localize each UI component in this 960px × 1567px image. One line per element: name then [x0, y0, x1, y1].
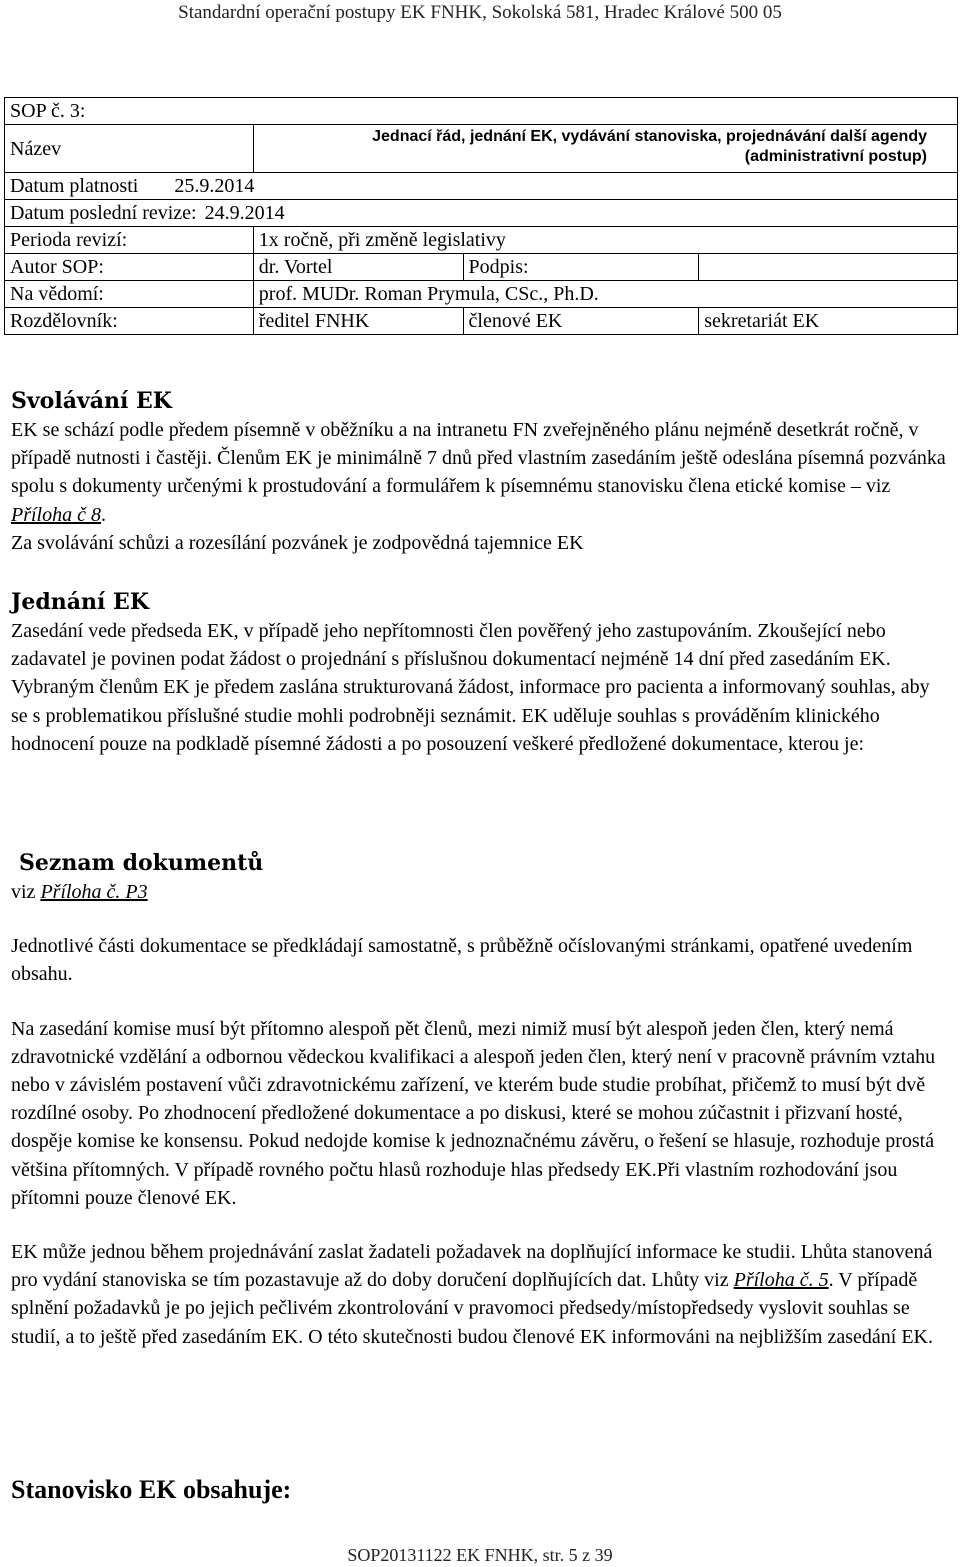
paragraph-seznam-3 [11, 1238, 951, 1351]
signature-value [699, 254, 958, 281]
sop-title-line2: (administrativní postup) [744, 148, 927, 165]
heading-svolavani: Svolávání EK [11, 388, 172, 414]
heading-stanovisko: Stanovisko EK obsahuje: [11, 1475, 292, 1504]
author-label: Autor SOP: [5, 254, 254, 281]
distribution-members: členové EK [463, 308, 699, 335]
valid-value: 25.9.2014 [174, 175, 255, 197]
paragraph-seznam-1: Jednotlivé části dokumentace se předkládají samostatně, s průběžně očíslovanými stránkami, opatřené uvedením obsahu. [11, 935, 913, 986]
section-jednani [11, 587, 951, 758]
distribution-secretariat: sekretariát EK [699, 308, 958, 335]
text-viz: viz [11, 881, 41, 903]
row-distribution [5, 308, 958, 335]
valid-cell [5, 173, 958, 200]
row-name [5, 125, 958, 173]
page-footer: SOP20131122 EK FNHK, str. 5 z 39 [347, 1545, 613, 1565]
paragraph-svolavani-1 [11, 416, 951, 529]
revision-label: Datum poslední revize: [10, 202, 197, 224]
text-svolavani-1: EK se schází podle předem písemně v oběžníku a na intranetu FN zveřejněného plánu nejméně desetkrát ročně, v případě nutnosti i častěji. Členům EK je minimálně 7 dnů před vlastním zasedáním ještě odeslána písemná pozvánka spolu s dokumenty určenými k prostudování a formulářem k písemnému stanovisku člena etické komise – viz [11, 419, 946, 498]
paragraph-seznam-viz [11, 878, 951, 906]
sop-title [253, 125, 957, 173]
link-priloha-5[interactable]: Příloha č. 5 [733, 1269, 829, 1292]
sop-number: SOP č. 3: [5, 98, 958, 125]
text-seznam-3-end: . V případě splnění požadavků je po jejich pečlivém zkontrolování v pravomoci předsedy/místopředsedy vyslovit souhlas se studií, a to ještě před zasedáním EK. O této skutečnosti budou členové EK informováni na nejbližším zasedání EK. [11, 1269, 933, 1348]
row-aware [5, 281, 958, 308]
running-header: Standardní operační postupy EK FNHK, Sokolská 581, Hradec Králové 500 05 [178, 2, 782, 23]
text-svolavani-1-end: . [101, 503, 106, 526]
aware-value: prof. MUDr. Roman Prymula, CSc., Ph.D. [253, 281, 957, 308]
revision-cell [5, 200, 958, 227]
revision-value: 24.9.2014 [204, 202, 285, 224]
name-label: Název [5, 125, 254, 173]
signature-label: Podpis: [463, 254, 699, 281]
row-period [5, 227, 958, 254]
paragraph-seznam-2: Na zasedání komise musí být přítomno alespoň pět členů, mezi nimiž musí být alespoň jeden člen, který nemá zdravotnické vzdělání a odbornou vědeckou kvalifikaci a alespoň jeden člen, který není v pracovně právním vztahu nebo v závislém postavení vůči zdravotnickému zařízení, ve kterém bude studie probíhat, přičemž to musí být dvě rozdílné osoby. Po zhodnocení předložené dokumentace a po diskusi, které se mohou zúčastnit i přizvaní hosté, dospěje komise ke konsensu. Pokud nedojde komise k jednoznačnému závěru, o řešení se hlasuje, rozhoduje prostá většina přítomných. V případě rovného počtu hlasů rozhoduje hlas předsedy EK.Při vlastním rozhodování jsou přítomni pouze členové EK. [11, 1017, 936, 1209]
section-stanovisko [11, 1476, 951, 1504]
section-svolavani [11, 386, 951, 557]
period-value: 1x ročně, při změně legislativy [253, 227, 957, 254]
distribution-label: Rozdělovník: [5, 308, 254, 335]
heading-jednani: Jednání EK [11, 589, 149, 615]
paragraph-jednani-1: Zasedání vede předseda EK, v případě jeho nepřítomnosti člen pověřený jeho zastupováním. Zkoušející nebo zadavatel je povinen podat žádost o projednání s příslušnou dokumentací nejméně 14 dní před zasedáním EK. Vybraným členům EK je předem zaslána strukturovaná žádost, informace pro pacienta a informovaný souhlas, aby se s problematikou příslušné studie mohli podrobněji seznámit. EK uděluje souhlas s prováděním klinického hodnocení pouze na podkladě písemné žádosti a po posouzení veškeré předložené dokumentace, kterou je: [11, 620, 930, 755]
section-seznam [11, 848, 951, 1351]
valid-label: Datum platnosti [10, 175, 139, 197]
period-label: Perioda revizí: [5, 227, 254, 254]
author-value: dr. Vortel [253, 254, 463, 281]
aware-label: Na vědomí: [5, 281, 254, 308]
row-valid [5, 173, 958, 200]
link-priloha-p3[interactable]: Příloha č. P3 [40, 881, 148, 903]
paragraph-svolavani-2: Za svolávání schůzi a rozesílání pozvánek je zodpovědná tajemnice EK [11, 531, 584, 554]
heading-seznam: Seznam dokumentů [19, 850, 264, 876]
row-author [5, 254, 958, 281]
sop-metadata-table [4, 97, 958, 335]
row-revision [5, 200, 958, 227]
text-seznam-3: EK může jednou během projednávání zaslat žadateli požadavek na doplňující informace ke studii. Lhůta stanovená pro vydání stanoviska se tím pozastavuje až do doby doručení doplňujících dat. Lhůty viz [11, 1241, 933, 1292]
row-sop-number [5, 98, 958, 125]
sop-title-line1: Jednací řád, jednání EK, vydávání stanoviska, projednávání další agendy [372, 128, 927, 145]
link-priloha-8[interactable]: Příloha č 8 [11, 503, 101, 526]
distribution-director: ředitel FNHK [253, 308, 463, 335]
